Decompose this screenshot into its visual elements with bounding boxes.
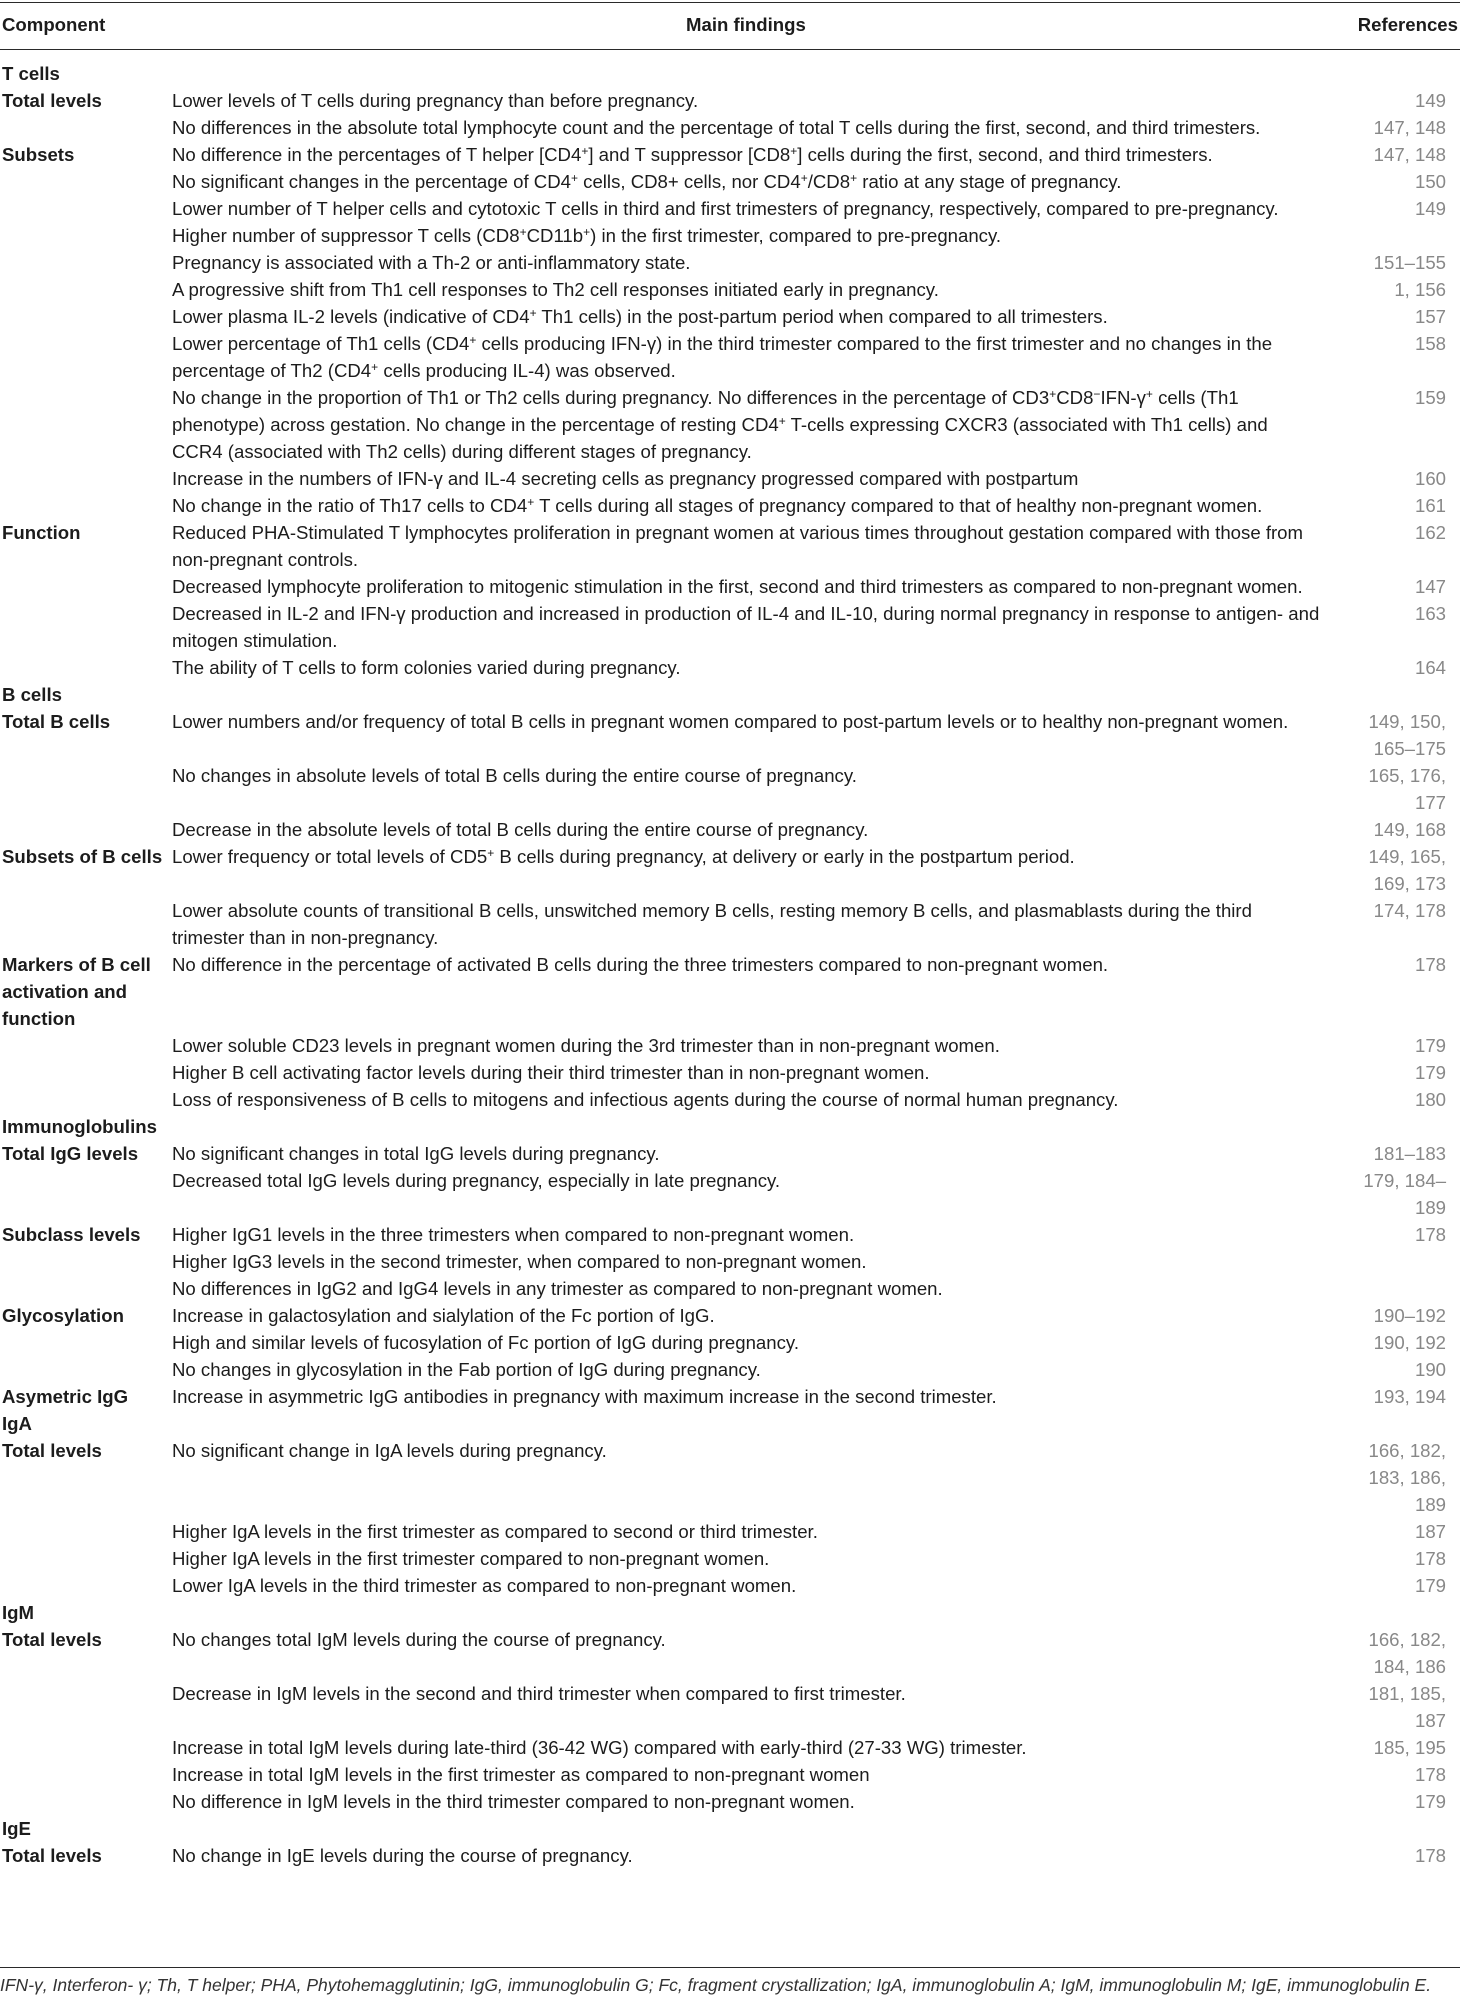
finding-cell: No changes in glycosylation in the Fab portion of IgG during pregnancy. — [172, 1359, 761, 1380]
finding-cell: No differences in IgG2 and IgG4 levels in any trimester as compared to non-pregnant women. — [172, 1278, 943, 1299]
reference-cell: 178 — [1415, 1764, 1447, 1785]
finding-cell: No significant changes in total IgG levels during pregnancy. — [172, 1143, 660, 1164]
table-header — [0, 11, 1460, 41]
section-row — [0, 1815, 1460, 1842]
reference-cell: 150 — [1415, 171, 1447, 192]
table-row — [0, 1221, 1460, 1248]
reference-cell: 159 — [1415, 387, 1447, 408]
table-row — [0, 1437, 1460, 1518]
section-row — [0, 1599, 1460, 1626]
table-row — [0, 249, 1460, 276]
component-cell — [0, 1734, 172, 1761]
table-row — [0, 1167, 1460, 1221]
section-heading: IgA — [2, 1413, 32, 1434]
table-row — [0, 1275, 1460, 1302]
reference-cell: 147 — [1415, 576, 1447, 597]
reference-cell: 158 — [1415, 333, 1447, 354]
table-row — [0, 573, 1460, 600]
table-row — [0, 1626, 1460, 1680]
reference-cell: 174, 178 — [1373, 900, 1447, 921]
component-cell — [0, 762, 172, 816]
table-row — [0, 141, 1460, 168]
table-row — [0, 762, 1460, 816]
component-cell — [0, 1248, 172, 1275]
reference-cell: 165, 176, 177 — [1368, 765, 1447, 813]
finding-cell: Lower frequency or total levels of CD5+ B cells during pregnancy, at delivery or early in the postpartum period. — [172, 846, 1075, 867]
table-row — [0, 897, 1460, 951]
finding-cell: Lower percentage of Th1 cells (CD4+ cells producing IFN-γ) in the third trimester compared to the first trimester and no changes in the percentage of Th2 (CD4+ cells producing IL-4) was observed. — [172, 333, 1273, 381]
table-row — [0, 600, 1460, 654]
reference-cell — [1327, 1275, 1460, 1302]
table-row — [0, 1761, 1460, 1788]
reference-cell: 149, 168 — [1373, 819, 1447, 840]
finding-cell: High and similar levels of fucosylation of Fc portion of IgG during pregnancy. — [172, 1332, 799, 1353]
component-cell — [0, 816, 172, 843]
table-top-rule — [0, 2, 1460, 3]
finding-cell: Lower soluble CD23 levels in pregnant women during the 3rd trimester than in non-pregnant women. — [172, 1035, 1000, 1056]
reference-cell: 179 — [1415, 1575, 1447, 1596]
reference-cell: 187 — [1415, 1521, 1447, 1542]
component-cell — [0, 303, 172, 330]
component-cell — [0, 1167, 172, 1221]
finding-cell: Decrease in IgM levels in the second and third trimester when compared to first trimester. — [172, 1683, 906, 1704]
component-cell — [0, 1545, 172, 1572]
finding-cell: Lower absolute counts of transitional B cells, unswitched memory B cells, resting memory B cells, and plasmablasts during the third trimester than in non-pregnancy. — [172, 900, 1252, 948]
finding-cell: The ability of T cells to form colonies varied during pregnancy. — [172, 657, 681, 678]
finding-cell: Decrease in the absolute levels of total B cells during the entire course of pregnancy. — [172, 819, 869, 840]
header-references: References — [1357, 14, 1458, 35]
component-cell — [0, 249, 172, 276]
finding-cell: Lower IgA levels in the third trimester as compared to non-pregnant women. — [172, 1575, 797, 1596]
reference-cell: 157 — [1415, 306, 1447, 327]
reference-cell: 190 — [1415, 1359, 1447, 1380]
finding-cell: Lower number of T helper cells and cytotoxic T cells in third and first trimesters of pregnancy, respectively, compared to pre-pregnancy. Higher number of suppressor T cells (CD8+CD11b+) in the first trimester, compared to pre-pregnancy. — [172, 198, 1279, 246]
reference-cell: 179 — [1415, 1791, 1447, 1812]
section-heading: Immunoglobulins — [2, 1116, 157, 1137]
section-heading: IgM — [2, 1602, 35, 1623]
table-row — [0, 1356, 1460, 1383]
component-cell: Total B cells — [2, 711, 111, 732]
section-row — [0, 1410, 1460, 1437]
reference-cell: 166, 182, 183, 186, 189 — [1368, 1440, 1447, 1515]
table-row — [0, 1086, 1460, 1113]
table-row — [0, 843, 1460, 897]
table-row — [0, 1248, 1460, 1275]
finding-cell: Higher IgG3 levels in the second trimester, when compared to non-pregnant women. — [172, 1251, 867, 1272]
table-row — [0, 519, 1460, 573]
finding-cell: No changes in absolute levels of total B cells during the entire course of pregnancy. — [172, 765, 857, 786]
component-cell — [0, 1356, 172, 1383]
table-row — [0, 114, 1460, 141]
section-heading: B cells — [2, 684, 62, 705]
finding-cell: Higher IgA levels in the first trimester as compared to second or third trimester. — [172, 1521, 818, 1542]
header-main-findings: Main findings — [686, 14, 806, 35]
finding-cell: Decreased in IL-2 and IFN-γ production and increased in production of IL-4 and IL-10, during normal pregnancy in response to antigen- and mitogen stimulation. — [172, 603, 1320, 651]
component-cell: Subsets — [2, 144, 75, 165]
finding-cell: A progressive shift from Th1 cell responses to Th2 cell responses initiated early in pregnancy. — [172, 279, 939, 300]
component-cell: Function — [2, 522, 81, 543]
table-row — [0, 1383, 1460, 1410]
component-cell — [0, 600, 172, 654]
finding-cell: Reduced PHA-Stimulated T lymphocytes proliferation in pregnant women at various times throughout gestation compared with those from non-pregnant controls. — [172, 522, 1304, 570]
finding-cell: Higher B cell activating factor levels during their third trimester than in non-pregnant women. — [172, 1062, 930, 1083]
component-cell — [0, 573, 172, 600]
reference-cell: 1, 156 — [1394, 279, 1447, 300]
finding-cell: Increase in total IgM levels in the first trimester as compared to non-pregnant women — [172, 1764, 870, 1785]
findings-table — [0, 60, 1460, 1869]
component-cell: Asymetric IgG — [2, 1386, 129, 1407]
finding-cell: Higher IgG1 levels in the three trimesters when compared to non-pregnant women. — [172, 1224, 855, 1245]
table-row — [0, 654, 1460, 681]
reference-cell: 149, 165, 169, 173 — [1368, 846, 1447, 894]
finding-cell: Increase in the numbers of IFN-γ and IL-4 secreting cells as pregnancy progressed compared with postpartum — [172, 468, 1079, 489]
component-cell — [0, 897, 172, 951]
reference-cell: 180 — [1415, 1089, 1447, 1110]
table-row — [0, 492, 1460, 519]
finding-cell: No difference in the percentage of activated B cells during the three trimesters compared to non-pregnant women. — [172, 954, 1109, 975]
section-row — [0, 1113, 1460, 1140]
reference-cell: 179, 184– 189 — [1363, 1170, 1447, 1218]
component-cell: Total levels — [2, 1440, 102, 1461]
component-cell: Subclass levels — [2, 1224, 141, 1245]
component-cell — [0, 276, 172, 303]
table-row — [0, 330, 1460, 384]
reference-cell: 181–183 — [1373, 1143, 1447, 1164]
reference-cell: 162 — [1415, 522, 1447, 543]
reference-cell: 163 — [1415, 603, 1447, 624]
finding-cell: Decreased total IgG levels during pregnancy, especially in late pregnancy. — [172, 1170, 781, 1191]
finding-cell: Loss of responsiveness of B cells to mitogens and infectious agents during the course of normal human pregnancy. — [172, 1089, 1119, 1110]
reference-cell: 149 — [1415, 90, 1447, 111]
table-bottom-rule — [0, 1967, 1460, 1968]
table-row — [0, 465, 1460, 492]
table-row — [0, 1518, 1460, 1545]
reference-cell: 190, 192 — [1373, 1332, 1447, 1353]
table-row — [0, 1140, 1460, 1167]
finding-cell: Increase in asymmetric IgG antibodies in pregnancy with maximum increase in the second trimester. — [172, 1386, 997, 1407]
table-row — [0, 816, 1460, 843]
component-cell — [0, 654, 172, 681]
table-row — [0, 1032, 1460, 1059]
finding-cell: No differences in the absolute total lymphocyte count and the percentage of total T cells during the first, second, and third trimesters. — [172, 117, 1261, 138]
table-row — [0, 1842, 1460, 1869]
finding-cell: No change in the proportion of Th1 or Th2 cells during pregnancy. No differences in the percentage of CD3+CD8−IFN-γ+ cells (Th1 phenotype) across gestation. No change in the percentage of resting CD4+ T-cells expressing CXCR3 (associated with Th1 cells) and CCR4 (associated with Th2 cells) during different stages of pregnancy. — [172, 387, 1268, 462]
reference-cell: 181, 185, 187 — [1368, 1683, 1447, 1731]
reference-cell: 190–192 — [1373, 1305, 1447, 1326]
component-cell — [0, 1572, 172, 1599]
table-row — [0, 1788, 1460, 1815]
reference-cell: 147, 148 — [1373, 117, 1447, 138]
section-heading: IgE — [2, 1818, 31, 1839]
component-cell: Markers of B cell activation and function — [2, 954, 151, 1029]
component-cell: Total levels — [2, 90, 102, 111]
reference-cell: 149, 150, 165–175 — [1368, 711, 1447, 759]
reference-cell: 164 — [1415, 657, 1447, 678]
findings-table-body — [0, 60, 1460, 1869]
reference-cell: 147, 148 — [1373, 144, 1447, 165]
finding-cell: No difference in IgM levels in the third trimester compared to non-pregnant women. — [172, 1791, 855, 1812]
finding-cell: Decreased lymphocyte proliferation to mitogenic stimulation in the first, second and third trimesters as compared to non-pregnant women. — [172, 576, 1303, 597]
finding-cell: No difference in the percentages of T helper [CD4+] and T suppressor [CD8+] cells during the first, second, and third trimesters. — [172, 144, 1213, 165]
table-row — [0, 87, 1460, 114]
reference-cell: 149 — [1415, 198, 1447, 219]
finding-cell: No change in the ratio of Th17 cells to CD4+ T cells during all stages of pregnancy compared to that of healthy non-pregnant women. — [172, 495, 1263, 516]
component-cell: Subsets of B cells — [2, 846, 163, 867]
finding-cell: Higher IgA levels in the first trimester compared to non-pregnant women. — [172, 1548, 770, 1569]
table-row — [0, 195, 1460, 249]
finding-cell: No significant change in IgA levels during pregnancy. — [172, 1440, 607, 1461]
component-cell — [0, 114, 172, 141]
finding-cell: Lower numbers and/or frequency of total B cells in pregnant women compared to post-partum levels or to healthy non-pregnant women. — [172, 711, 1289, 732]
component-cell — [0, 384, 172, 465]
table-row — [0, 1734, 1460, 1761]
reference-cell: 160 — [1415, 468, 1447, 489]
component-cell: Glycosylation — [2, 1305, 124, 1326]
finding-cell: No changes total IgM levels during the course of pregnancy. — [172, 1629, 666, 1650]
table-header-rule — [0, 49, 1460, 50]
section-row — [0, 60, 1460, 87]
table-row — [0, 1059, 1460, 1086]
finding-cell: No significant changes in the percentage of CD4+ cells, CD8+ cells, nor CD4+/CD8+ ratio at any stage of pregnancy. — [172, 171, 1122, 192]
component-cell — [0, 1518, 172, 1545]
component-cell — [0, 465, 172, 492]
component-cell — [0, 1329, 172, 1356]
table-row — [0, 168, 1460, 195]
component-cell — [0, 1032, 172, 1059]
component-cell — [0, 195, 172, 249]
component-cell: Total levels — [2, 1845, 102, 1866]
component-cell — [0, 1788, 172, 1815]
table-row — [0, 1680, 1460, 1734]
reference-cell: 178 — [1415, 954, 1447, 975]
component-cell — [0, 168, 172, 195]
component-cell — [0, 1275, 172, 1302]
reference-cell: 185, 195 — [1373, 1737, 1447, 1758]
finding-cell: No change in IgE levels during the course of pregnancy. — [172, 1845, 633, 1866]
table-row — [0, 384, 1460, 465]
reference-cell: 179 — [1415, 1062, 1447, 1083]
finding-cell: Increase in total IgM levels during late-third (36-42 WG) compared with early-third (27-33 WG) trimester. — [172, 1737, 1027, 1758]
reference-cell: 178 — [1415, 1224, 1447, 1245]
table-footnote: IFN-γ, Interferon- γ; Th, T helper; PHA, Phytohemagglutinin; IgG, immunoglobulin G; Fc, fragment crystallization; IgA, immunoglobulin A; IgM, immunoglobulin M; IgE, immunoglobulin E. — [0, 1975, 1432, 1995]
section-heading: T cells — [2, 63, 60, 84]
table-row — [0, 303, 1460, 330]
component-cell — [0, 1059, 172, 1086]
header-component: Component — [2, 14, 106, 35]
finding-cell: Lower plasma IL-2 levels (indicative of CD4+ Th1 cells) in the post-partum period when compared to all trimesters. — [172, 306, 1108, 327]
component-cell — [0, 1761, 172, 1788]
table-row — [0, 951, 1460, 1032]
component-cell: Total levels — [2, 1629, 102, 1650]
finding-cell: Increase in galactosylation and sialylation of the Fc portion of IgG. — [172, 1305, 715, 1326]
component-cell — [0, 1086, 172, 1113]
reference-cell: 151–155 — [1373, 252, 1447, 273]
finding-cell: Pregnancy is associated with a Th-2 or anti-inflammatory state. — [172, 252, 691, 273]
section-row — [0, 681, 1460, 708]
component-cell — [0, 492, 172, 519]
table-row — [0, 1329, 1460, 1356]
reference-cell: 166, 182, 184, 186 — [1368, 1629, 1447, 1677]
reference-cell: 178 — [1415, 1548, 1447, 1569]
finding-cell: Lower levels of T cells during pregnancy than before pregnancy. — [172, 90, 699, 111]
table-row — [0, 1545, 1460, 1572]
reference-cell: 179 — [1415, 1035, 1447, 1056]
reference-cell: 161 — [1415, 495, 1447, 516]
table-row — [0, 708, 1460, 762]
component-cell — [0, 330, 172, 384]
table-row — [0, 1302, 1460, 1329]
component-cell: Total IgG levels — [2, 1143, 139, 1164]
reference-cell: 178 — [1415, 1845, 1447, 1866]
component-cell — [0, 1680, 172, 1734]
reference-cell — [1327, 1248, 1460, 1275]
table-row — [0, 1572, 1460, 1599]
reference-cell: 193, 194 — [1373, 1386, 1447, 1407]
table-row — [0, 276, 1460, 303]
